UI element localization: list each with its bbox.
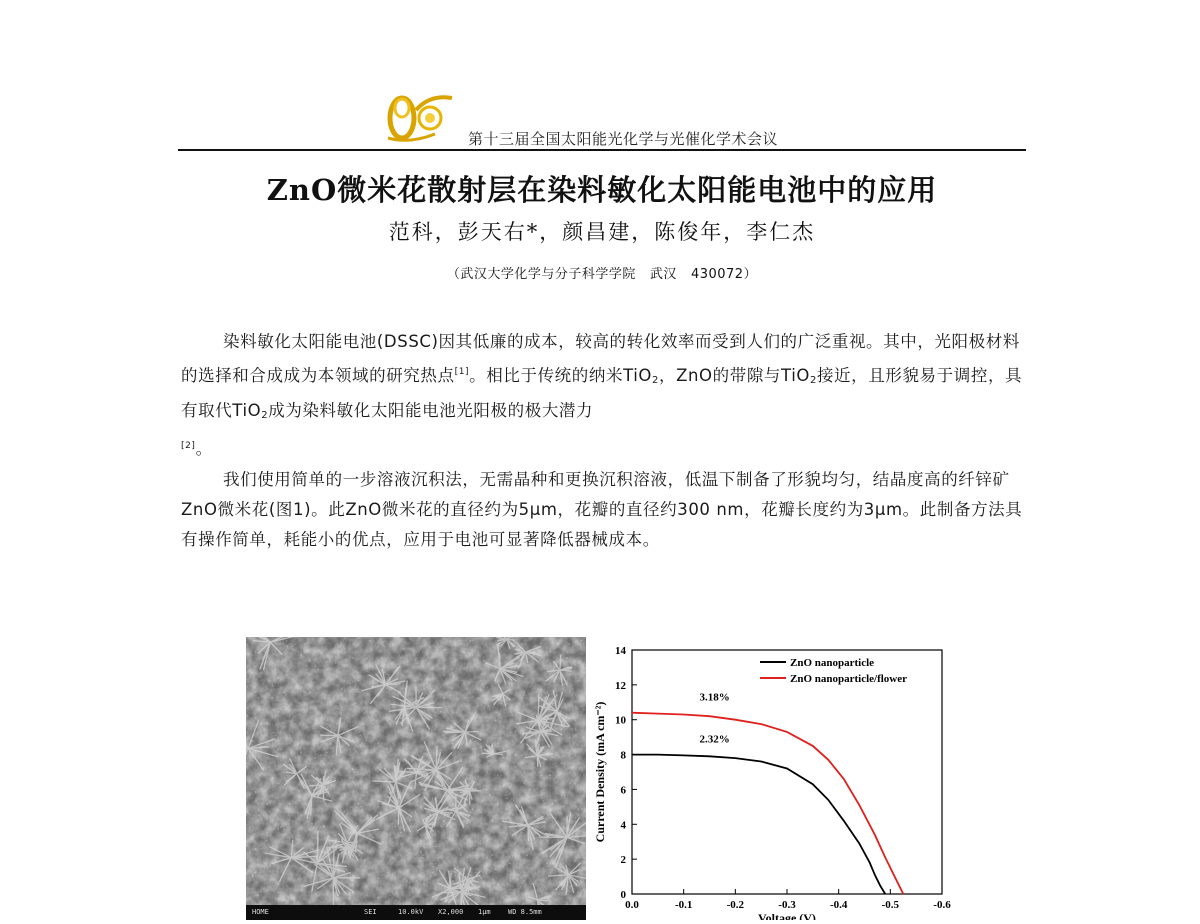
legend-label: ZnO nanoparticle bbox=[790, 657, 874, 669]
sem-petal bbox=[309, 785, 323, 786]
sem-working-distance: WD 8.5mm bbox=[508, 908, 542, 916]
x-tick-label: -0.2 bbox=[727, 899, 745, 911]
affiliation-city: 武汉 bbox=[650, 267, 677, 282]
header-divider bbox=[178, 149, 1026, 151]
x-tick-label: -0.6 bbox=[933, 899, 951, 911]
x-tick-label: -0.4 bbox=[830, 899, 848, 911]
sem-voltage: 10.0kV bbox=[398, 908, 423, 916]
series-line-2 bbox=[632, 713, 903, 894]
plot-frame bbox=[632, 650, 942, 894]
sem-petal bbox=[386, 684, 401, 685]
efficiency-annotation: 3.18% bbox=[700, 692, 730, 704]
sem-petal bbox=[398, 808, 399, 825]
sem-databar bbox=[246, 905, 586, 920]
sem-texture bbox=[246, 637, 586, 905]
efficiency-annotation: 2.32% bbox=[700, 733, 730, 745]
y-tick-label: 6 bbox=[621, 784, 627, 796]
conference-name: 第十三届全国太阳能光化学与光催化学术会议 bbox=[468, 128, 778, 149]
text-run: ，ZnO的带隙与TiO bbox=[659, 366, 810, 385]
sem-mode: SEI bbox=[364, 908, 377, 916]
sem-detector: HOME bbox=[252, 908, 269, 916]
y-axis-label: Current Density (mA cm⁻²) bbox=[593, 702, 607, 843]
x-tick-label: -0.3 bbox=[778, 899, 796, 911]
affiliation-zip: 430072） bbox=[691, 267, 757, 282]
paragraph-method bbox=[181, 465, 1026, 555]
sem-petal bbox=[465, 731, 478, 732]
y-tick-label: 4 bbox=[621, 819, 627, 831]
85-anniversary-logo-icon bbox=[380, 88, 460, 146]
sem-petal bbox=[317, 831, 318, 863]
sem-magnification: X2,000 bbox=[438, 908, 463, 916]
paragraph-intro bbox=[181, 327, 1026, 464]
jv-curve-chart bbox=[590, 636, 970, 920]
sem-petal bbox=[461, 892, 462, 905]
affiliation-institution: （武汉大学化学与分子科学学院 bbox=[447, 267, 636, 282]
y-tick-label: 10 bbox=[615, 715, 627, 727]
chart-svg bbox=[590, 636, 970, 920]
sem-petal bbox=[443, 731, 465, 732]
sem-micrograph bbox=[246, 637, 586, 920]
sem-petal bbox=[528, 825, 529, 841]
subscript: 2 bbox=[652, 375, 659, 386]
sem-petal bbox=[560, 655, 561, 670]
x-tick-label: -0.5 bbox=[882, 899, 900, 911]
x-tick-label: -0.1 bbox=[675, 899, 692, 911]
legend-label: ZnO nanoparticle/flower bbox=[790, 673, 907, 685]
sem-petal bbox=[323, 785, 324, 800]
y-tick-label: 12 bbox=[615, 680, 627, 692]
series-line-1 bbox=[632, 755, 885, 894]
y-tick-label: 0 bbox=[621, 889, 627, 901]
text-run: 染料敏化太阳能电池(DSSC)因其低廉的成本，较高的转化效率而受到人们的广泛重视。其中，光阳极材料的选择和合成成为本领域的研究热点 bbox=[181, 332, 1020, 385]
y-tick-label: 8 bbox=[621, 750, 627, 762]
text-run: 。 bbox=[196, 439, 213, 458]
text-run: 成为染料敏化太阳能电池光阳极的极大潜力 bbox=[268, 401, 593, 420]
x-tick-label: 0.0 bbox=[625, 899, 639, 911]
paper-authors: 范科，彭天右*，颜昌建，陈俊年，李仁杰 bbox=[178, 216, 1026, 246]
citation-2: [2] bbox=[181, 441, 196, 451]
y-tick-label: 14 bbox=[615, 645, 627, 657]
text-run: 。相比于传统的纳米TiO bbox=[469, 366, 652, 385]
sem-petal bbox=[395, 766, 396, 782]
subscript: 2 bbox=[810, 375, 817, 386]
y-tick-label: 2 bbox=[621, 854, 627, 866]
paper-affiliation bbox=[178, 263, 1026, 282]
sem-petal bbox=[450, 873, 451, 889]
citation-1: [1] bbox=[455, 367, 470, 377]
paper-title: ZnO微米花散射层在染料敏化太阳能电池中的应用 bbox=[178, 168, 1026, 209]
x-axis-label: Voltage (V) bbox=[758, 911, 816, 920]
sem-petal bbox=[541, 731, 552, 732]
text-run: 我们使用简单的一步溶液沉积法，无需晶种和更换沉积溶液，低温下制备了形貌均匀，结晶度高的纤锌矿ZnO微米花(图1)。此ZnO微米花的直径约为5μm，花瓣的直径约300 nm，花瓣长度约为3μm。此制备方法具有操作简单，耗能小的优点，应用于电池可显著降低器械成本。 bbox=[181, 470, 1022, 549]
subscript: 2 bbox=[261, 410, 268, 421]
sem-scale: 1μm bbox=[478, 908, 491, 916]
sem-petal bbox=[538, 694, 539, 721]
text-run: 接近，且形貌易于调控，具有取代TiO bbox=[181, 366, 1022, 420]
